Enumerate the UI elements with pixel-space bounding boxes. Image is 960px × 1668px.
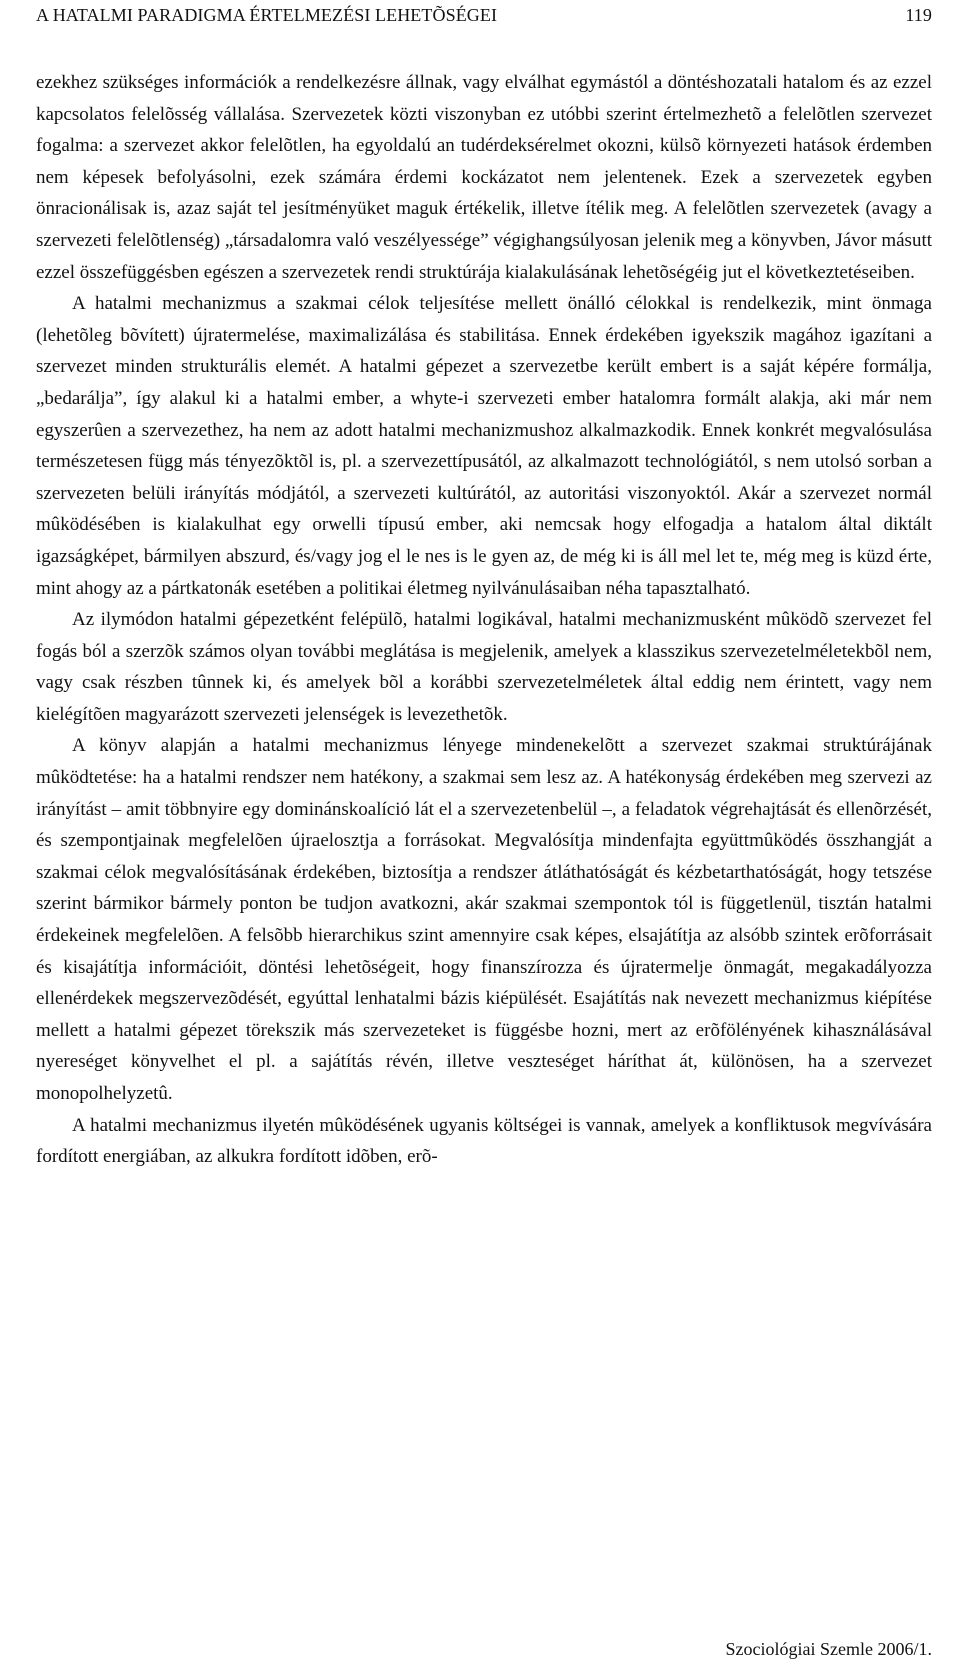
paragraph-2: A hatalmi mechanizmus a szakmai célok teljesítése mellett önálló célokkal is rendelkezik, mint önmaga (lehetõleg bõvített) újratermelése, maximalizálása és stabilitása. Ennek érdekében igyekszik magához igazítani a szervezet minden strukturális elemét. A hatalmi gépezet a szervezetbe került embert is a saját képére formálja, „bedarálja”, így alakul ki a hatalmi ember, a whyte-i szervezeti ember hatalomra formált alakja, aki már nem egyszerûen a szervezethez, ha nem az adott hatalmi mechanizmushoz alkalmazkodik. Ennek konkrét megvalósulása természetesen függ más tényezõktõl is, pl. a szervezettípusától, az alkalmazott technológiától, s nem utolsó sorban a szervezeten belüli irányítás módjától, a szervezeti kultúrától, az autoritási viszonyoktól. Akár a szervezet normál mûködésében is kialakulhat egy orwelli típusú ember, aki nemcsak hogy elfogadja a hatalom által diktált igazságképet, bármilyen abszurd, és/vagy jog el le nes is le gyen az, de még ki is áll mel let te, még meg is küzd érte, mint ahogy az a pártkatonák esetében a politikai életmeg nyilvánulásaiban néha tapasztalható.: [36, 293, 932, 599]
paragraph-4: A könyv alapján a hatalmi mechanizmus lényege mindenekelõtt a szervezet szakmai struktúrájának mûködtetése: ha a hatalmi rendszer nem hatékony, a szakmai sem lesz az. A hatékonyság érdekében meg szervezi az irányítást – amit többnyire egy dominánskoalíció lát el a szervezetenbelül –, a feladatok végrehajtását és ellenõrzését, és szempontjainak megfelelõen újraelosztja a forrásokat. Megvalósítja mindenfajta együttmûködés összhangját a szakmai célok megvalósításának érdekében, biztosítja a rendszer átláthatóságát és kézbetarthatóságát, hogy tetszése szerint bármikor bármely ponton be tudjon avatkozni, akár szakmai szempontok tól is függetlenül, tisztán hatalmi érdekeinek megfelelõen. A felsõbb hierarchikus szint amennyire csak képes, elsajátítja az alsóbb szintek erõforrásait és kisajátítja információit, döntési lehetõségeit, hogy finanszírozza és újratermelje önmagát, megakadályozza ellenérdekek megszervezõdését, egyúttal lenhatalmi bázis kiépülését. Esajátítás nak nevezett mechanizmus kiépítése mellett a hatalmi gépezet törekszik más szervezeteket is függésbe hozni, mert az erõfölényének kihasználásával nyereséget könyvelhet el pl. a sajátítás révén, illetve veszteséget háríthat át, különösen, ha a szervezet monopolhelyzetû.: [36, 735, 932, 1104]
body-text: [36, 67, 932, 1173]
page-number: 119: [905, 5, 932, 25]
paragraph-5: A hatalmi mechanizmus ilyetén mûködésének ugyanis költségei is vannak, amelyek a konfliktusok megvívására fordított energiában, az alkukra fordított idõben, erõ-: [36, 1114, 932, 1168]
journal-footer: Szociológiai Szemle 2006/1.: [725, 1639, 932, 1659]
paragraph-3: Az ilymódon hatalmi gépezetként felépülõ, hatalmi logikával, hatalmi mechanizmusként mûködõ szervezet fel fogás ból a szerzõk számos olyan további meglátása is megjelenik, amelyek a klasszikus szervezetelméletekbõl nem, vagy csak részben tûnnek ki, és amelyek bõl a korábbi szervezetelméletek által eddig nem érintett, vagy nem kielégítõen magyarázott szervezeti jelenségek is levezethetõk.: [36, 609, 932, 725]
running-head-title: A HATALMI PARADIGMA ÉRTELMEZÉSI LEHETÕSÉGEI: [36, 5, 498, 25]
page: [36, 0, 932, 1668]
running-head: [36, 4, 932, 26]
paragraph-1: ezekhez szükséges információk a rendelkezésre állnak, vagy elválhat egymástól a döntéshozatali hatalom és az ezzel kapcsolatos felelõsség vállalása. Szervezetek közti viszonyban ez utóbbi szerint értelmezhetõ a felelõtlen szervezet fogalma: a szervezet akkor felelõtlen, ha egyoldalú an tudérdeksérelmet okozni, külsõ környezeti hatások érdemben nem képesek befolyásolni, ezek számára érdemi kockázatot nem jelentenek. Ezek a szervezetek egyben önracionálisak is, azaz saját tel jesítményüket maguk értékelik, illetve ítélik meg. A felelõtlen szervezetek (avagy a szervezeti felelõtlenség) „társadalomra való veszélyessége” végighangsúlyosan jelenik meg a könyvben, Jávor másutt ezzel összefüggésben egészen a szervezetek rendi struktúrája kialakulásának lehetõségéig jut el következtetéseiben.: [36, 72, 932, 283]
